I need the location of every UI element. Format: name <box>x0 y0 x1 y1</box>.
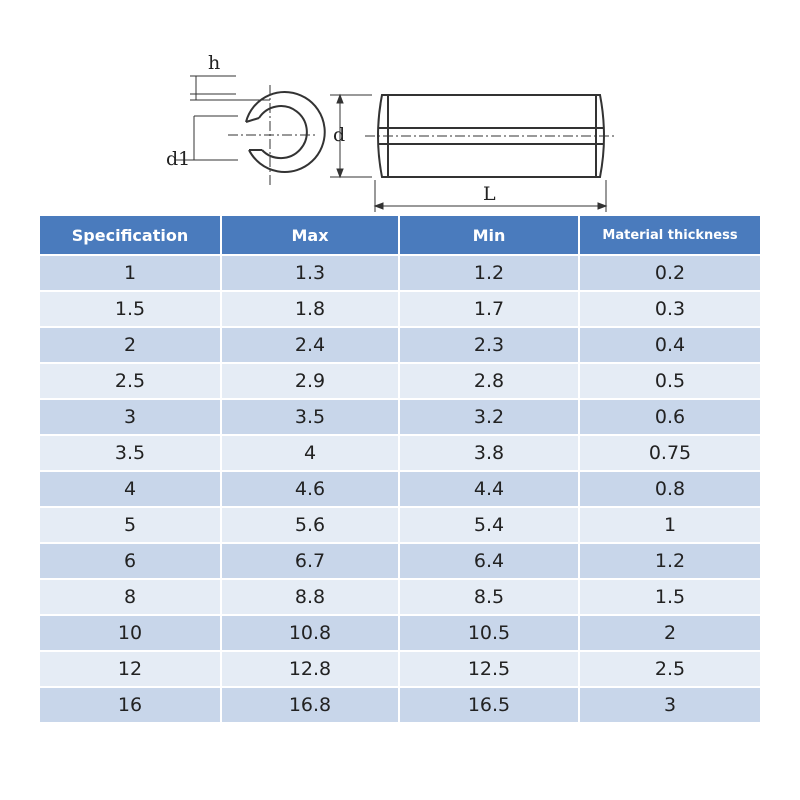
label-L: L <box>483 183 496 205</box>
cell-specification: 2.5 <box>40 364 222 400</box>
cell-max: 10.8 <box>222 616 400 652</box>
cell-thickness: 1.2 <box>580 544 760 580</box>
cell-max: 5.6 <box>222 508 400 544</box>
table-row <box>40 256 760 292</box>
header-min: Min <box>400 216 580 256</box>
table-row <box>40 580 760 616</box>
cell-max: 4.6 <box>222 472 400 508</box>
table-row <box>40 544 760 580</box>
cell-max: 16.8 <box>222 688 400 724</box>
cell-thickness: 3 <box>580 688 760 724</box>
cell-specification: 10 <box>40 616 222 652</box>
table-body <box>40 256 760 724</box>
cell-min: 1.2 <box>400 256 580 292</box>
cell-max: 4 <box>222 436 400 472</box>
pin-drawing <box>0 0 800 215</box>
cell-min: 2.8 <box>400 364 580 400</box>
spec-table <box>40 216 760 724</box>
cell-min: 4.4 <box>400 472 580 508</box>
label-d1: d1 <box>166 148 191 170</box>
label-h: h <box>208 52 221 74</box>
cell-max: 2.4 <box>222 328 400 364</box>
cell-thickness: 2.5 <box>580 652 760 688</box>
cell-specification: 5 <box>40 508 222 544</box>
cell-min: 3.2 <box>400 400 580 436</box>
cell-min: 16.5 <box>400 688 580 724</box>
cell-min: 3.8 <box>400 436 580 472</box>
cell-thickness: 0.4 <box>580 328 760 364</box>
cell-max: 12.8 <box>222 652 400 688</box>
header-material-thickness: Material thickness <box>580 216 760 256</box>
cell-min: 2.3 <box>400 328 580 364</box>
cell-thickness: 1 <box>580 508 760 544</box>
cell-specification: 2 <box>40 328 222 364</box>
cell-min: 1.7 <box>400 292 580 328</box>
ring-inner-arc <box>259 106 307 158</box>
table-row <box>40 616 760 652</box>
label-d: d <box>333 124 346 146</box>
cell-specification: 3 <box>40 400 222 436</box>
table-row <box>40 292 760 328</box>
cell-thickness: 0.2 <box>580 256 760 292</box>
cell-min: 8.5 <box>400 580 580 616</box>
cell-specification: 4 <box>40 472 222 508</box>
cell-thickness: 0.75 <box>580 436 760 472</box>
table-row <box>40 400 760 436</box>
cell-specification: 8 <box>40 580 222 616</box>
cell-max: 8.8 <box>222 580 400 616</box>
cell-specification: 6 <box>40 544 222 580</box>
table-row <box>40 472 760 508</box>
cell-specification: 1 <box>40 256 222 292</box>
cell-max: 1.8 <box>222 292 400 328</box>
cell-min: 10.5 <box>400 616 580 652</box>
cell-max: 3.5 <box>222 400 400 436</box>
cell-specification: 16 <box>40 688 222 724</box>
spring-pin-diagram <box>0 0 800 215</box>
header-max: Max <box>222 216 400 256</box>
cell-specification: 12 <box>40 652 222 688</box>
cell-thickness: 0.3 <box>580 292 760 328</box>
table-row <box>40 508 760 544</box>
cell-thickness: 0.6 <box>580 400 760 436</box>
cell-min: 12.5 <box>400 652 580 688</box>
cell-thickness: 1.5 <box>580 580 760 616</box>
table-header <box>40 216 760 256</box>
table-row <box>40 364 760 400</box>
cell-thickness: 0.8 <box>580 472 760 508</box>
table-row <box>40 328 760 364</box>
table-row <box>40 688 760 724</box>
table-row <box>40 652 760 688</box>
table-row <box>40 436 760 472</box>
cell-min: 6.4 <box>400 544 580 580</box>
ring-outer-arc <box>246 92 325 172</box>
header-row <box>40 216 760 256</box>
cell-max: 1.3 <box>222 256 400 292</box>
cell-max: 6.7 <box>222 544 400 580</box>
cell-max: 2.9 <box>222 364 400 400</box>
cell-thickness: 2 <box>580 616 760 652</box>
cell-specification: 1.5 <box>40 292 222 328</box>
cell-specification: 3.5 <box>40 436 222 472</box>
cell-min: 5.4 <box>400 508 580 544</box>
cell-thickness: 0.5 <box>580 364 760 400</box>
header-specification: Specification <box>40 216 222 256</box>
